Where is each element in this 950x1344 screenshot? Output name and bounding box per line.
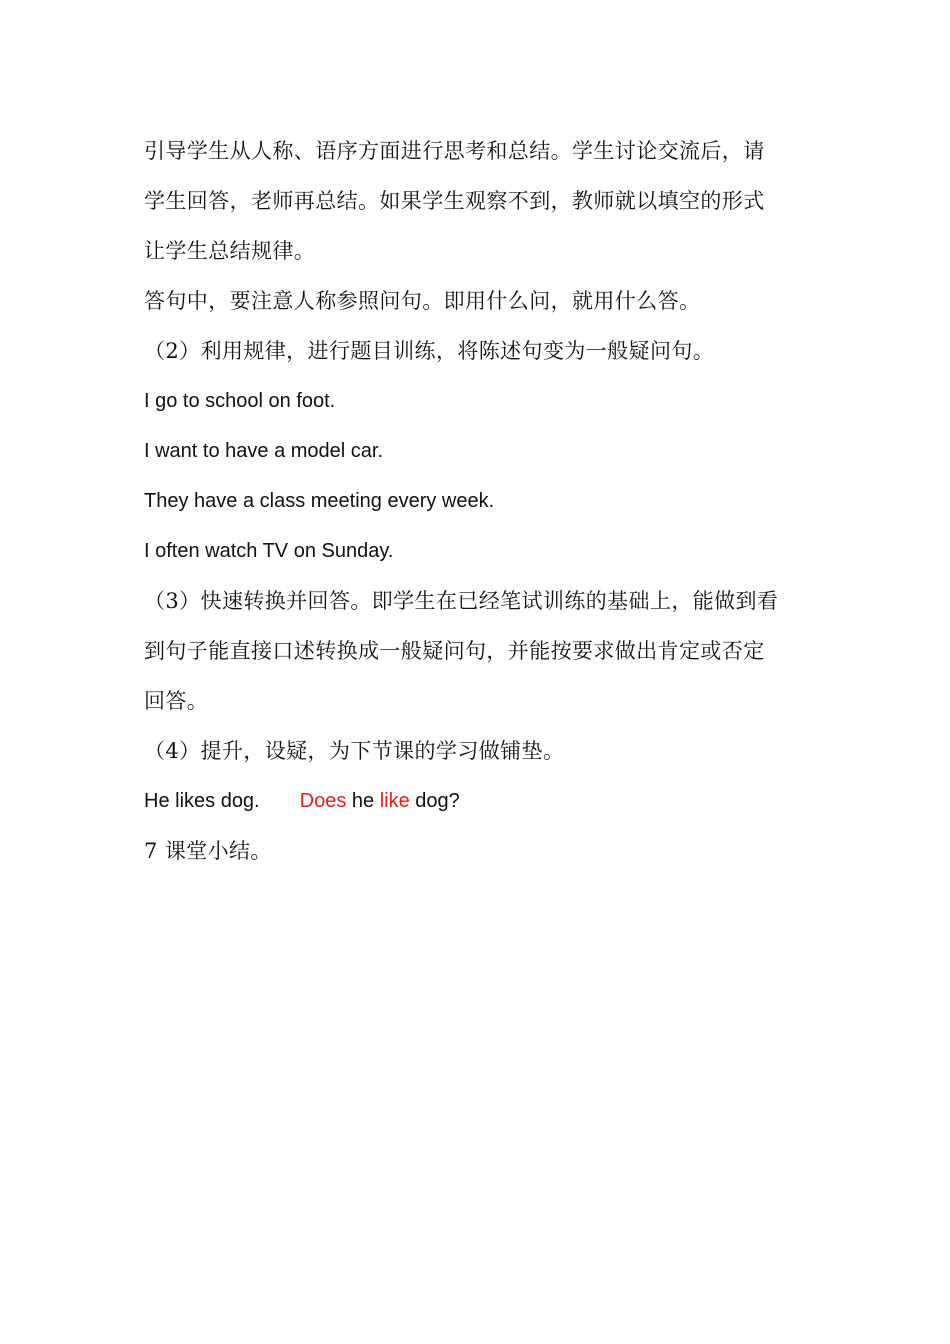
paragraph-line-4: 答句中，要注意人称参照问句。即用什么问，就用什么答。 [144, 289, 701, 313]
document-body [144, 126, 809, 876]
step-3-line-1: （3）快速转换并回答。即学生在已经笔试训练的基础上，能做到看 [144, 589, 779, 613]
summary-heading: 7 课堂小结。 [144, 839, 272, 863]
example-question-rest: dog? [409, 790, 460, 812]
paragraph-line-3: 让学生总结规律。 [144, 239, 316, 263]
paragraph-line-1: 引导学生从人称、语序方面进行思考和总结。学生讨论交流后，请 [144, 139, 765, 163]
step-2-heading: （2）利用规律，进行题目训练，将陈述句变为一般疑问句。 [144, 339, 715, 363]
exercise-sentence-2: I want to have a model car. [144, 440, 384, 462]
exercise-sentence-3: They have a class meeting every week. [144, 490, 495, 512]
exercise-sentence-1: I go to school on foot. [144, 390, 336, 412]
paragraph-line-2: 学生回答，老师再总结。如果学生观察不到，教师就以填空的形式 [144, 189, 765, 213]
example-statement: He likes dog. [144, 790, 260, 812]
step-3-line-2: 到句子能直接口述转换成一般疑问句，并能按要求做出肯定或否定 [144, 639, 765, 663]
step-3-line-3: 回答。 [144, 689, 209, 713]
exercise-sentence-4: I often watch TV on Sunday. [144, 540, 394, 562]
example-question-he: he [346, 790, 380, 812]
example-question-does: Does [299, 790, 347, 812]
example-question-like: like [379, 790, 410, 812]
example-line [144, 776, 809, 826]
step-4-heading: （4）提升，设疑，为下节课的学习做铺垫。 [144, 739, 565, 763]
